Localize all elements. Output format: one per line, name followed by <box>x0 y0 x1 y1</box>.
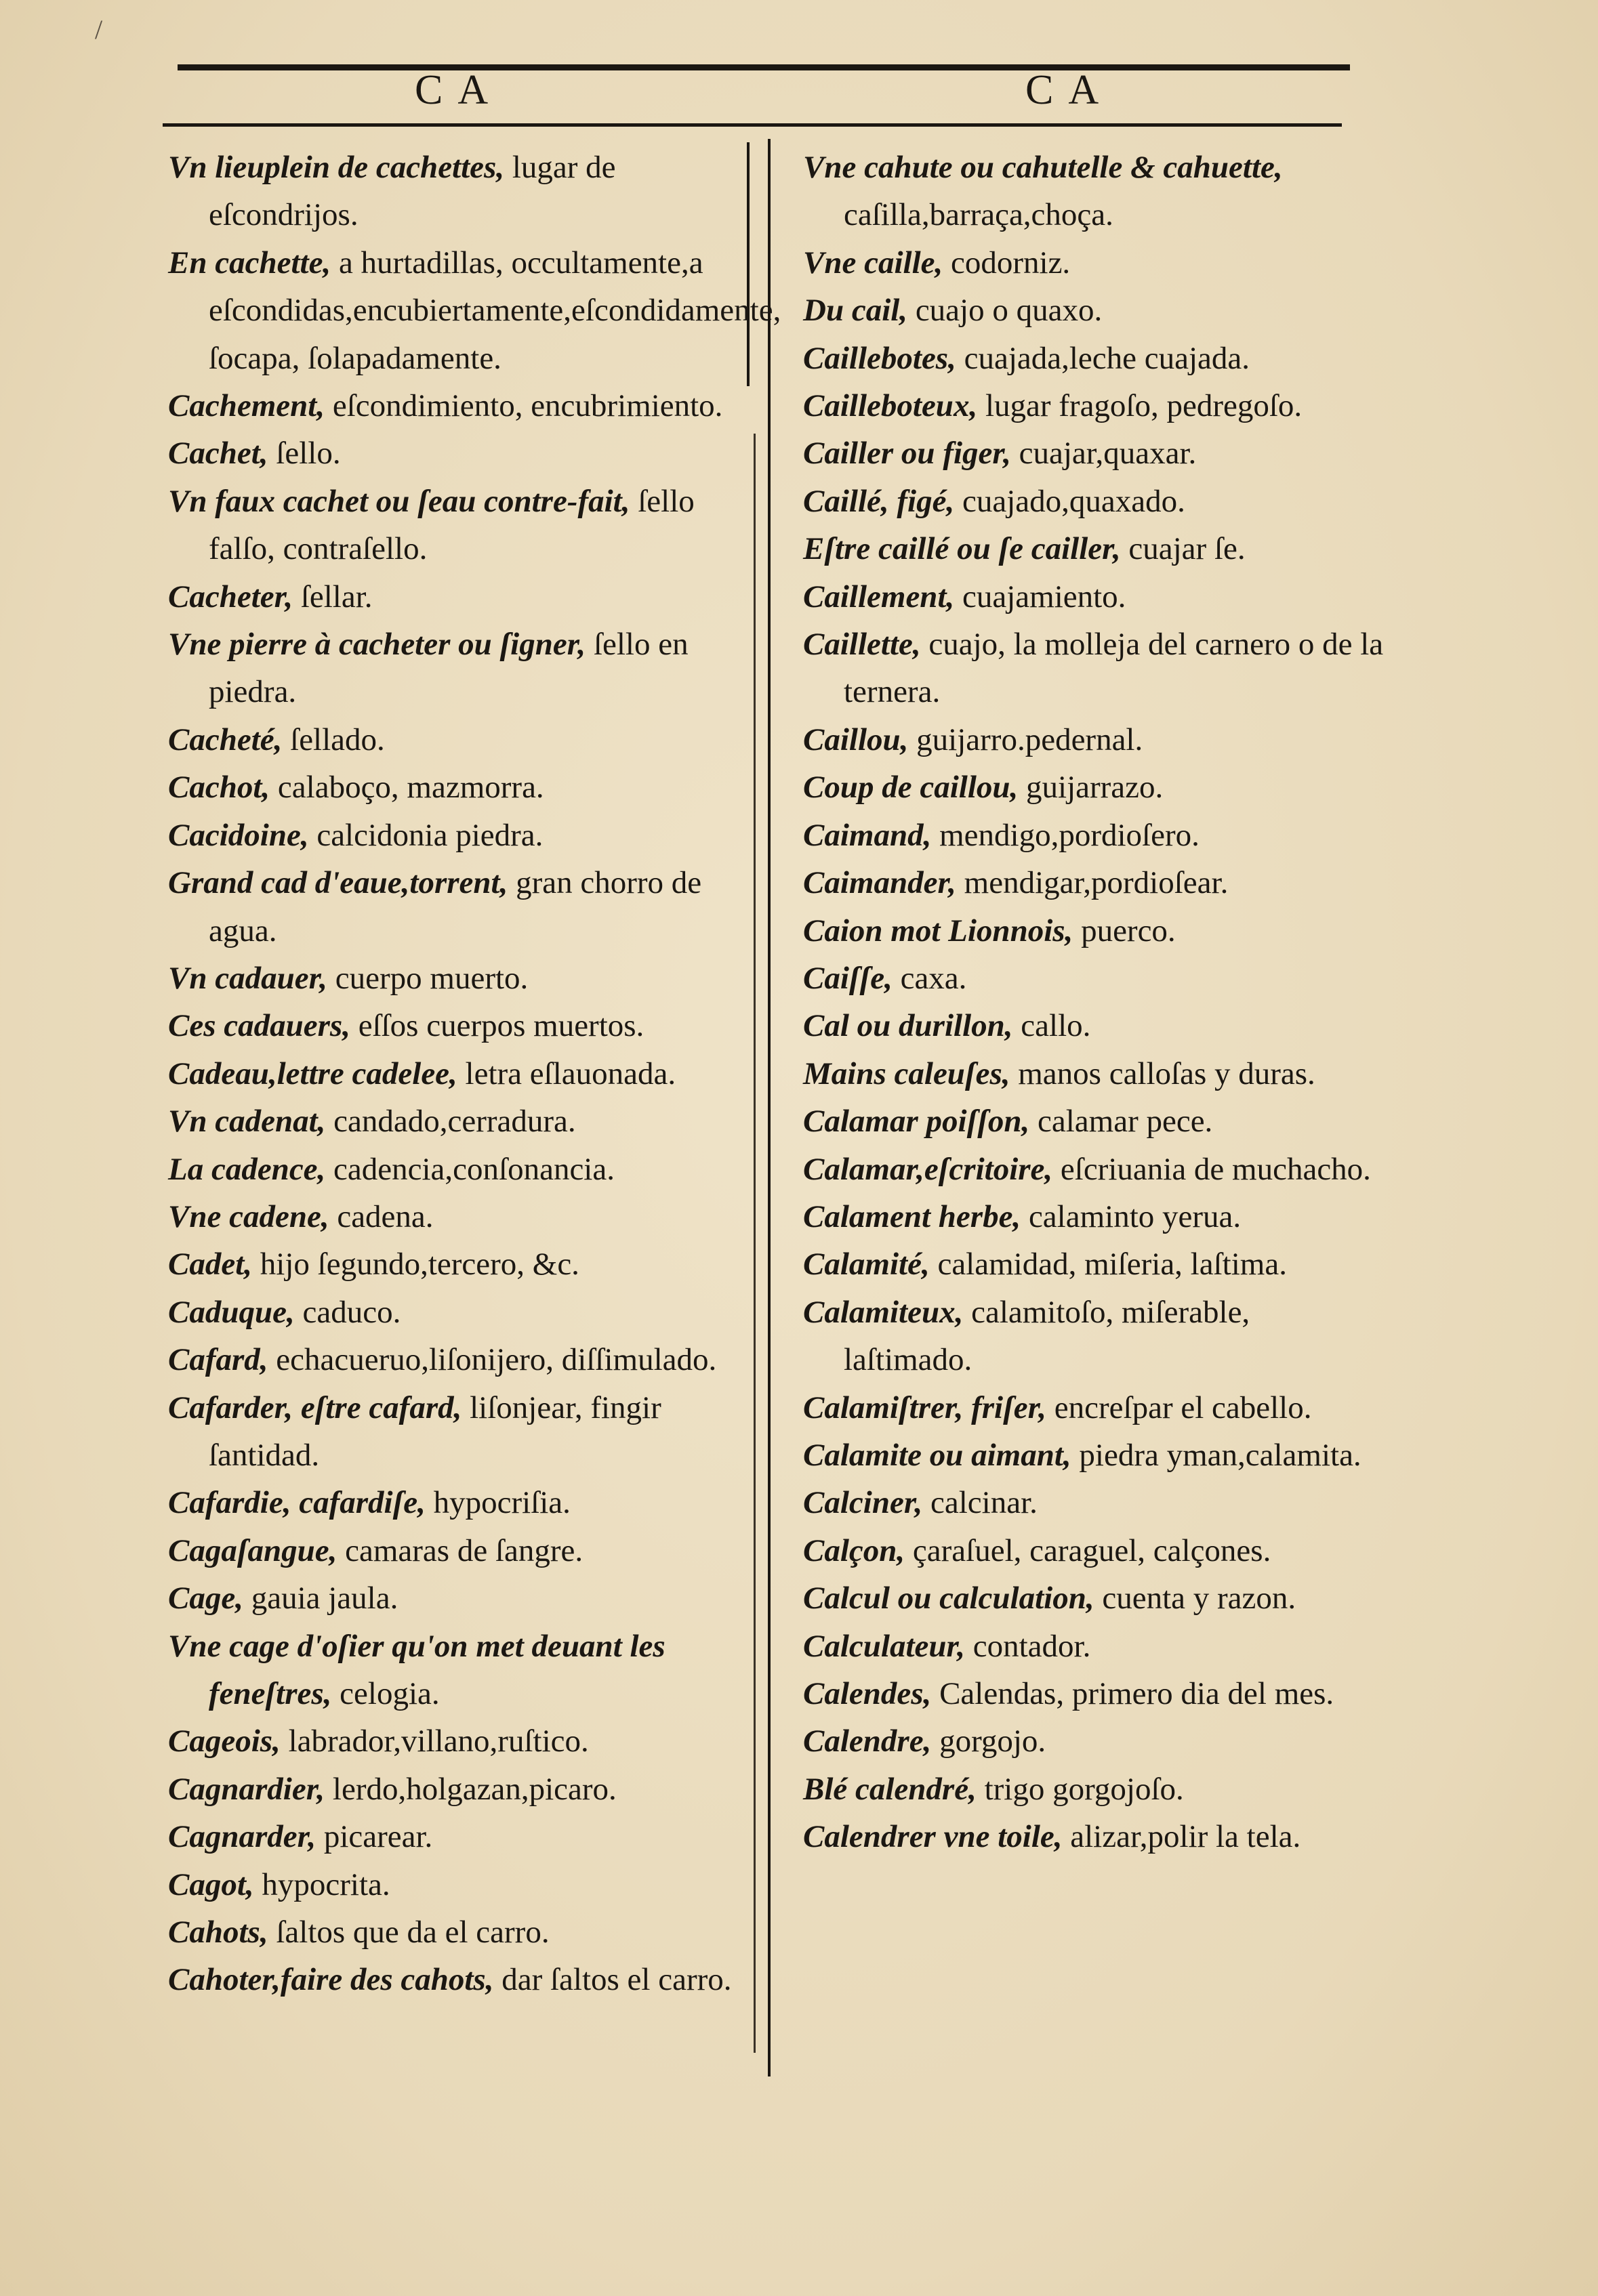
entry-headword: Cage, <box>168 1581 243 1616</box>
dictionary-entry <box>803 1146 1385 1193</box>
dictionary-entry <box>803 1670 1385 1717</box>
entry-headword: Caimander, <box>803 865 956 901</box>
entry-headword: Caiſſe, <box>803 960 893 996</box>
entry-headword: Cageois, <box>168 1724 281 1759</box>
entry-definition: ſello falſo, contraſello. <box>209 483 695 567</box>
entry-headword: Vne pierre à cacheter ou ſigner, <box>168 627 586 663</box>
dictionary-entry <box>168 1717 755 1765</box>
entry-definition: gauia jaula. <box>243 1581 398 1616</box>
entry-definition: calcidonia piedra. <box>308 817 544 853</box>
entry-definition: mendigo,pordioſero. <box>931 817 1200 853</box>
entry-definition: calamar pece. <box>1029 1104 1213 1140</box>
entry-definition: piedra yman,calamita. <box>1071 1437 1361 1473</box>
entry-definition: ſello. <box>268 436 341 472</box>
entry-headword: Cacheté, <box>168 722 283 757</box>
entry-definition: caxa. <box>892 960 967 996</box>
running-head-right: CA <box>1025 67 1114 113</box>
entry-definition: letra eſlauonada. <box>457 1056 676 1091</box>
dictionary-entry <box>168 1146 755 1193</box>
entry-headword: Calendrer vne toile, <box>803 1819 1063 1855</box>
entry-definition: guijarrazo. <box>1018 770 1164 806</box>
entry-headword: Caillou, <box>803 722 909 757</box>
dictionary-entry <box>168 430 755 477</box>
dictionary-entry <box>803 955 1385 1002</box>
entry-headword: Calamar poiſſon, <box>803 1104 1030 1140</box>
entry-headword: Caillement, <box>803 579 955 614</box>
entry-headword: Grand cad d'eaue,torrent, <box>168 865 508 901</box>
dictionary-entry <box>803 573 1385 621</box>
entry-headword: Cachement, <box>168 388 325 424</box>
entry-headword: Cachot, <box>168 770 270 806</box>
entry-headword: Cagnarder, <box>168 1819 316 1855</box>
entry-definition: contador. <box>964 1628 1091 1664</box>
entry-definition: hypocrita. <box>253 1866 390 1902</box>
dictionary-entry <box>168 1289 755 1336</box>
entry-headword: Cadeau,lettre cadelee, <box>168 1056 457 1091</box>
dictionary-entry <box>168 1002 755 1049</box>
dictionary-entry <box>168 716 755 764</box>
header-rule-top <box>178 64 1350 70</box>
dictionary-entry <box>168 1766 755 1813</box>
entry-headword: Cahoter,faire des cahots, <box>168 1962 494 1998</box>
dictionary-entry <box>168 812 755 859</box>
dictionary-entry <box>168 1479 755 1526</box>
dictionary-entry <box>803 1098 1385 1145</box>
entry-definition: cuajamiento. <box>954 579 1126 614</box>
entry-headword: En cachette, <box>168 245 331 280</box>
entry-definition: cuajado,quaxado. <box>954 483 1185 519</box>
entry-headword: Vn cadauer, <box>168 960 328 996</box>
entry-definition: calamitoſo, miſerable, laſtimado. <box>844 1294 1250 1378</box>
dictionary-entry <box>803 478 1385 525</box>
entry-definition: celogia. <box>331 1676 440 1711</box>
entry-definition: a hurtadillas, occultamente,a eſcondidas,encubiertamente,eſcondidamente, ſocapa, ſolapadamente. <box>209 245 781 376</box>
dictionary-entry <box>803 239 1385 287</box>
entry-headword: Cailler ou figer, <box>803 436 1011 472</box>
entry-definition: candado,cerradura. <box>325 1104 576 1140</box>
entry-headword: Cacidoine, <box>168 817 309 853</box>
header-rule-bottom <box>163 123 1342 127</box>
dictionary-entry <box>168 1623 755 1718</box>
entry-definition: codorniz. <box>943 245 1071 280</box>
entry-headword: Du cail, <box>803 293 908 329</box>
entry-headword: Calcul ou calculation, <box>803 1581 1094 1616</box>
left-column <box>168 144 781 2004</box>
entry-definition: trigo gorgojoſo. <box>976 1771 1184 1807</box>
entry-definition: cuajada,leche cuajada. <box>956 340 1250 376</box>
entry-headword: Vne cadene, <box>168 1198 329 1234</box>
dictionary-entry <box>803 1717 1385 1765</box>
entry-definition: cadena. <box>329 1198 434 1234</box>
entry-definition: puerco. <box>1073 913 1176 948</box>
entry-definition: ſello en piedra. <box>209 627 689 710</box>
entry-definition: dar ſaltos el carro. <box>493 1962 732 1998</box>
entry-headword: Cafard, <box>168 1342 268 1378</box>
dictionary-entry <box>168 1240 755 1288</box>
entry-definition: cuenta y razon. <box>1094 1581 1296 1616</box>
entry-definition: callo. <box>1012 1008 1091 1044</box>
entry-definition: camaras de ſangre. <box>337 1532 583 1568</box>
entry-headword: Cafarder, eſtre cafard, <box>168 1390 462 1425</box>
entry-headword: Cagaſangue, <box>168 1532 337 1568</box>
entry-headword: Cal ou durillon, <box>803 1008 1013 1044</box>
entry-headword: Cachet, <box>168 436 268 472</box>
entry-definition: gorgojo. <box>931 1724 1046 1759</box>
entry-definition: calaminto yerua. <box>1021 1198 1242 1234</box>
dictionary-entry <box>803 1240 1385 1288</box>
dictionary-entry <box>803 907 1385 955</box>
dictionary-entry <box>803 144 1385 239</box>
entry-headword: Vne caille, <box>803 245 943 280</box>
dictionary-entry <box>803 1623 1385 1670</box>
dictionary-entry <box>803 1766 1385 1813</box>
entry-definition: liſonjear, fingir ſantidad. <box>209 1390 661 1473</box>
entry-headword: Calamité, <box>803 1247 930 1282</box>
dictionary-entry <box>168 1384 755 1480</box>
entry-definition: gran chorro de agua. <box>209 865 702 948</box>
margin-mark: / <box>95 14 103 45</box>
dictionary-entry <box>803 1002 1385 1049</box>
entry-headword: Vn lieuplein de cachettes, <box>168 150 505 185</box>
dictionary-entry <box>168 1527 755 1574</box>
dictionary-entry <box>168 478 755 573</box>
entry-definition: calamidad, miſeria, laſtima. <box>929 1247 1287 1282</box>
dictionary-entry <box>168 573 755 621</box>
entry-headword: Mains caleuſes, <box>803 1056 1010 1091</box>
entry-headword: Cafardie, cafardiſe, <box>168 1485 426 1521</box>
entry-headword: Calamiſtrer, friſer, <box>803 1390 1047 1425</box>
entry-headword: Cahots, <box>168 1915 268 1950</box>
entry-definition: calcinar. <box>922 1485 1038 1521</box>
dictionary-entry <box>803 1193 1385 1240</box>
entry-headword: Blé calendré, <box>803 1771 977 1807</box>
dictionary-entry <box>168 621 755 716</box>
dictionary-entry <box>168 859 755 955</box>
dictionary-entry <box>803 382 1385 430</box>
entry-headword: Cadet, <box>168 1247 253 1282</box>
entry-definition: alizar,polir la tela. <box>1062 1819 1301 1855</box>
dictionary-entry <box>803 1050 1385 1098</box>
dictionary-entry <box>168 1193 755 1240</box>
dictionary-entry <box>803 1574 1385 1622</box>
entry-definition: ſellar. <box>293 579 373 614</box>
dictionary-entry <box>803 812 1385 859</box>
dictionary-entry <box>168 144 755 239</box>
entry-definition: caſilla,barraça,choça. <box>844 197 1113 233</box>
entry-headword: Calçon, <box>803 1532 905 1568</box>
dictionary-entry <box>168 382 755 430</box>
running-head-left: CA <box>415 67 504 113</box>
entry-headword: Caion mot Lionnois, <box>803 913 1073 948</box>
entry-headword: Vn faux cachet ou ſeau contre-fait, <box>168 483 630 519</box>
entry-headword: Caimand, <box>803 817 932 853</box>
dictionary-entry <box>803 1384 1385 1432</box>
entry-headword: Caillebotes, <box>803 340 956 376</box>
dictionary-entry <box>803 1432 1385 1479</box>
entry-headword: Calamiteux, <box>803 1294 964 1330</box>
dictionary-entry <box>803 430 1385 477</box>
entry-definition: cuajar ſe. <box>1120 531 1246 567</box>
dictionary-entry <box>803 716 1385 764</box>
dictionary-entry <box>803 1289 1385 1384</box>
entry-headword: Vne cage d'oſier qu'on met deuant les feneſtres, <box>168 1628 665 1711</box>
dictionary-entry <box>168 1956 755 2003</box>
dictionary-entry <box>803 764 1385 811</box>
entry-definition: ſellado. <box>282 722 385 757</box>
entry-definition: calaboço, mazmorra. <box>270 770 544 806</box>
right-column <box>803 144 1385 1861</box>
entry-definition: cuajar,quaxar. <box>1010 436 1197 472</box>
dictionary-entry <box>168 1908 755 1956</box>
dictionary-entry <box>168 955 755 1002</box>
column-divider <box>768 139 771 2076</box>
entry-definition: mendigar,pordioſear. <box>956 865 1229 901</box>
entry-definition: ſaltos que da el carro. <box>268 1915 550 1950</box>
entry-definition: çaraſuel, caraguel, calçones. <box>905 1532 1271 1568</box>
entry-headword: Calamite ou aimant, <box>803 1437 1071 1473</box>
entry-headword: Calciner, <box>803 1485 923 1521</box>
entry-headword: Caillette, <box>803 627 921 663</box>
entry-definition: cuajo, la molleja del carnero o de la ternera. <box>844 627 1384 710</box>
entry-definition: labrador,villano,ruſtico. <box>280 1724 589 1759</box>
entry-headword: Cailleboteux, <box>803 388 978 424</box>
dictionary-entry <box>168 1574 755 1622</box>
entry-headword: Calendes, <box>803 1676 932 1711</box>
entry-headword: Vne cahute ou cahutelle & cahuette, <box>803 150 1283 185</box>
entry-headword: Cacheter, <box>168 579 293 614</box>
dictionary-entry <box>168 1861 755 1908</box>
dictionary-entry <box>803 621 1385 716</box>
dictionary-entry <box>168 1336 755 1383</box>
dictionary-entry <box>803 1527 1385 1574</box>
dictionary-entry <box>168 764 755 811</box>
entry-definition: lugar de eſcondrijos. <box>209 150 616 233</box>
entry-headword: Cagnardier, <box>168 1771 325 1807</box>
dictionary-entry <box>803 335 1385 382</box>
entry-headword: Calendre, <box>803 1724 932 1759</box>
entry-definition: hijo ſegundo,tercero, &c. <box>252 1247 579 1282</box>
entry-headword: Vn cadenat, <box>168 1104 326 1140</box>
entry-definition: eſcriuania de muchacho. <box>1052 1151 1371 1187</box>
entry-definition: lugar fragoſo, pedregoſo. <box>977 388 1303 424</box>
entry-headword: Calamar,eſcritoire, <box>803 1151 1053 1187</box>
entry-definition: cuajo o quaxo. <box>907 293 1103 329</box>
entry-definition: manos calloſas y duras. <box>1010 1056 1315 1091</box>
entry-headword: La cadence, <box>168 1151 326 1187</box>
entry-definition: eſcondimiento, encubrimiento. <box>325 388 723 424</box>
entry-definition: eſſos cuerpos muertos. <box>350 1008 644 1044</box>
entry-headword: Ces cadauers, <box>168 1008 350 1044</box>
entry-definition: encreſpar el cabello. <box>1046 1390 1312 1425</box>
entry-definition: cuerpo muerto. <box>327 960 529 996</box>
entry-definition: hypocriſia. <box>425 1485 571 1521</box>
entry-headword: Caillé, figé, <box>803 483 955 519</box>
dictionary-entry <box>803 287 1385 334</box>
entry-headword: Coup de caillou, <box>803 770 1019 806</box>
entry-definition: picarear. <box>316 1819 433 1855</box>
entry-headword: Eſtre caillé ou ſe cailler, <box>803 531 1121 567</box>
entry-definition: guijarro.pedernal. <box>908 722 1143 757</box>
dictionary-entry <box>803 859 1385 906</box>
dictionary-entry <box>168 1098 755 1145</box>
dictionary-entry <box>803 525 1385 572</box>
dictionary-entry <box>803 1813 1385 1860</box>
entry-headword: Cagot, <box>168 1866 254 1902</box>
dictionary-entry <box>803 1479 1385 1526</box>
entry-definition: caduco. <box>294 1294 401 1330</box>
dictionary-entry <box>168 239 781 382</box>
entry-headword: Calament herbe, <box>803 1198 1021 1234</box>
entry-definition: cadencia,conſonancia. <box>325 1151 615 1187</box>
entry-headword: Calculateur, <box>803 1628 965 1664</box>
dictionary-entry <box>168 1050 755 1098</box>
dictionary-entry <box>168 1813 755 1860</box>
entry-definition: echacueruo,liſonijero, diſſimulado. <box>268 1342 717 1378</box>
entry-definition: Calendas, primero dia del mes. <box>931 1676 1334 1711</box>
entry-definition: lerdo,holgazan,picaro. <box>325 1771 617 1807</box>
entry-headword: Caduque, <box>168 1294 295 1330</box>
